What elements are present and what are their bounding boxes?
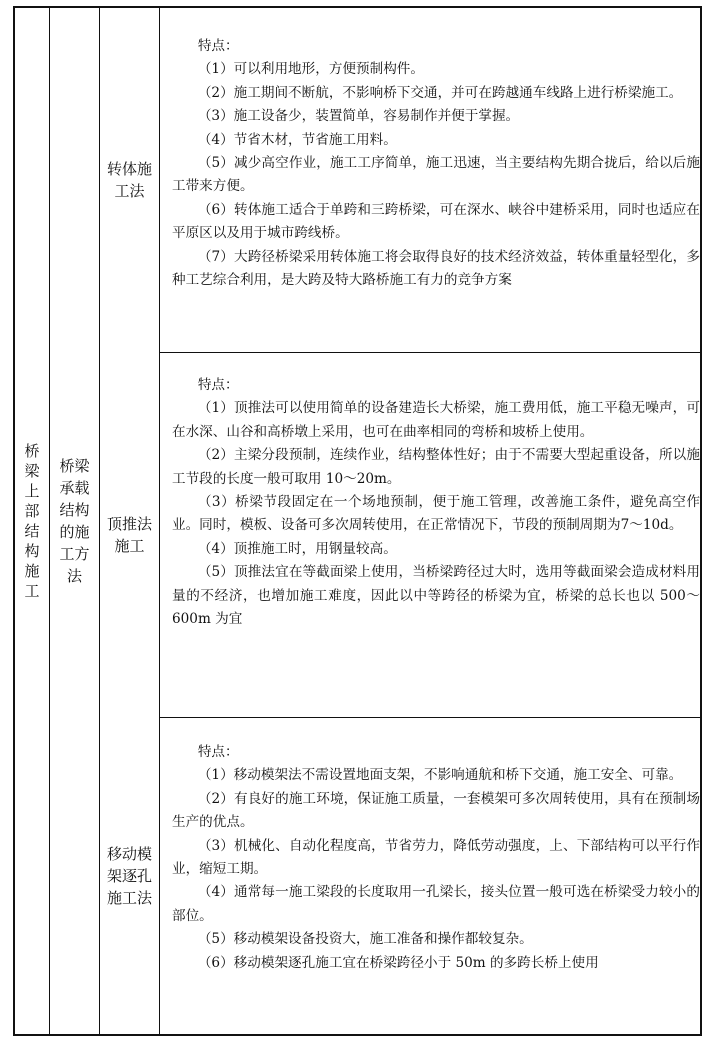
category-cell (15, 8, 49, 1034)
feature-item: （1）顶推法可以使用简单的设备建造长大桥梁，施工费用低，施工平稳无噪声，可在水深、山谷和高桥墩上采用，也可在曲率相同的弯桥和坡桥上使用。 (172, 400, 700, 440)
subcategory-cell (50, 8, 99, 1034)
features-heading: 特点： (197, 744, 239, 760)
construction-methods-table (13, 6, 702, 1036)
subcategory-label: 桥梁承载结构的施工方法 (59, 457, 90, 585)
feature-item: （5）顶推法宜在等截面梁上使用，当桥梁跨径过大时，选用等截面梁会造成材料用量的不经济，也增加施工难度，因此以中等跨径的桥梁为宜，桥梁的总长也以 500～600m 为宜 (172, 564, 700, 628)
feature-item: （1）可以利用地形，方便预制构件。 (197, 61, 424, 78)
method-cell (100, 353, 159, 717)
method-label: 移动模架逐孔施工法 (106, 845, 152, 907)
features-block (172, 35, 700, 292)
feature-item: （2）主梁分段预制，连续作业，结构整体性好；由于不需要大型起重设备，所以施工节段的长度一般可取用 10～20m。 (172, 447, 700, 487)
row-divider (159, 717, 700, 718)
feature-item: （4）通常每一施工梁段的长度取用一孔梁长，接头位置一般可选在桥梁受力较小的部位。 (172, 884, 700, 924)
feature-item: （4）顶推施工时，用钢量较高。 (197, 540, 397, 557)
features-heading: 特点： (197, 38, 239, 54)
row-divider (159, 352, 700, 353)
feature-item: （6）移动模架逐孔施工宜在桥梁跨径小于 50m 的多跨长桥上使用 (197, 954, 599, 971)
features-heading: 特点： (197, 377, 239, 393)
feature-item: （5）减少高空作业，施工工序简单，施工迅速，当主要结构先期合拢后，给以后施工带来方便。 (172, 155, 700, 195)
feature-item: （1）移动模架法不需设置地面支架，不影响通航和桥下交通，施工安全、可靠。 (197, 767, 683, 784)
features-block (172, 374, 700, 631)
features-block (172, 741, 700, 975)
method-cell (100, 8, 159, 352)
column-divider (159, 8, 160, 1034)
method-label: 顶推法施工 (106, 515, 152, 555)
method-cell (100, 718, 159, 1034)
feature-item: （5）移动模架设备投资大，施工准备和操作都较复杂。 (197, 931, 533, 948)
feature-item: （2）有良好的施工环境，保证施工质量，一套模架可多次周转使用，具有在预制场生产的优点。 (172, 790, 700, 831)
feature-item: （3）桥梁节段固定在一个场地预制，便于施工管理，改善施工条件，避免高空作业。同时，模板、设备可多次周转使用，在正常情况下，节段的预制周期为7～10d。 (172, 494, 700, 534)
feature-item: （2）施工期间不断航，不影响桥下交通，并可在跨越通车线路上进行桥梁施工。 (197, 84, 683, 101)
method-label: 转体施工法 (106, 160, 152, 200)
feature-item: （4）节省木材，节省施工用料。 (197, 131, 397, 148)
feature-item: （3）机械化、自动化程度高，节省劳力，降低劳动强度，上、下部结构可以平行作业，缩短工期。 (172, 837, 700, 878)
feature-item: （7）大跨径桥梁采用转体施工将会取得良好的技术经济效益，转体重量轻型化，多种工艺综合利用，是大跨及特大路桥施工有力的竞争方案 (172, 248, 700, 289)
feature-item: （3）施工设备少，装置简单，容易制作并便于掌握。 (197, 108, 520, 125)
category-label: 桥梁上部结构施工 (24, 442, 40, 600)
feature-item: （6）转体施工适合于单跨和三跨桥梁，可在深水、峡谷中建桥采用，同时也适应在平原区以及用于城市跨线桥。 (172, 201, 700, 242)
